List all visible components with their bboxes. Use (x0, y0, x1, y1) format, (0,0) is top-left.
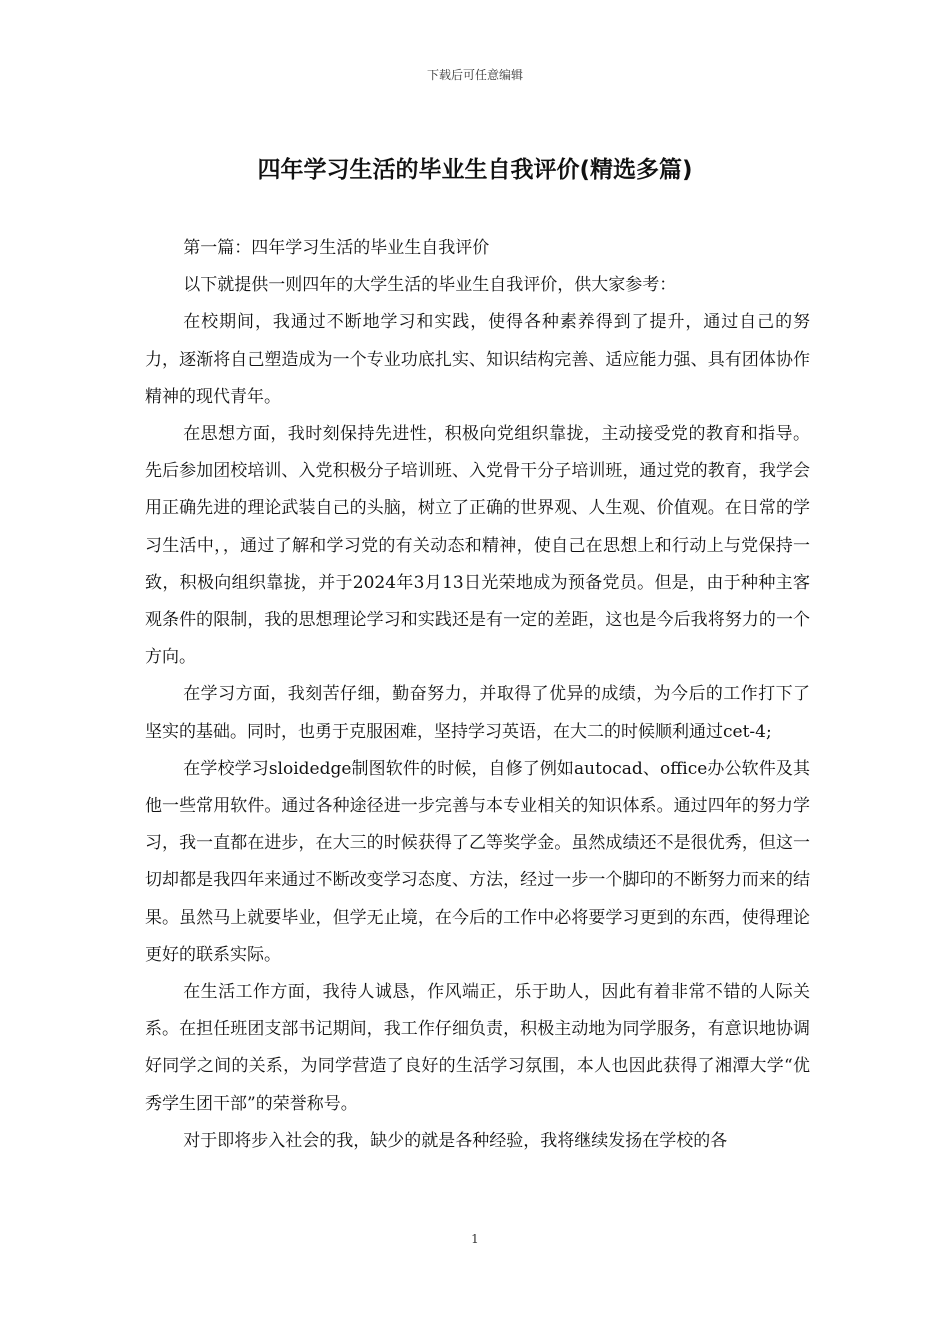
paragraph: 在思想方面，我时刻保持先进性，积极向党组织靠拢，主动接受党的教育和指导。先后参加团校培训、入党积极分子培训班、入党骨干分子培训班，通过党的教育，我学会用正确先进的理论武装自己的头脑，树立了正确的世界观、人生观、价值观。在日常的学习生活中，，通过了解和学习党的有关动态和精神，使自己在思想上和行动上与党保持一致，积极向组织靠拢，并于2024年3月13日光荣地成为预备党员。但是，由于种种主客观条件的限制，我的思想理论学习和实践还是有一定的差距，这也是今后我将努力的一个方向。 (145, 424, 810, 668)
paragraph: 在学校学习sloidedge制图软件的时候，自修了例如autocad、office办公软件及其他一些常用软件。通过各种途径进一步完善与本专业相关的知识体系。通过四年的努力学习，我一直都在进步，在大三的时候获得了乙等奖学金。虽然成绩还不是很优秀，但这一切却都是我四年来通过不断改变学习态度、方法，经过一步一个脚印的不断努力而来的结果。虽然马上就要毕业，但学无止境，在今后的工作中必将要学习更到的东西，使得理论更好的联系实际。 (145, 758, 810, 965)
document-body (145, 230, 810, 1160)
page-header-note: 下载后可任意编辑 (426, 68, 523, 82)
paragraph: 以下就提供一则四年的大学生活的毕业生自我评价，供大家参考： (183, 275, 677, 296)
page-number: 1 (471, 1232, 479, 1246)
paragraph: 在校期间，我通过不断地学习和实践，使得各种素养得到了提升，通过自己的努力，逐渐将自己塑造成为一个专业功底扎实、知识结构完善、适应能力强、具有团体协作精神的现代青年。 (145, 312, 810, 407)
paragraph: 在生活工作方面，我待人诚恳，作风端正，乐于助人，因此有着非常不错的人际关系。在担任班团支部书记期间，我工作仔细负责，积极主动地为同学服务，有意识地协调好同学之间的关系，为同学营造了良好的生活学习氛围，本人也因此获得了湘潭大学“优秀学生团干部”的荣誉称号。 (145, 982, 810, 1114)
paragraph: 对于即将步入社会的我，缺少的就是各种经验，我将继续发扬在学校的各 (183, 1130, 728, 1151)
document-title: 四年学习生活的毕业生自我评价(精选多篇) (257, 157, 693, 183)
paragraph-section-heading: 第一篇：四年学习生活的毕业生自我评价 (183, 238, 490, 258)
paragraph: 在学习方面，我刻苦仔细，勤奋努力，并取得了优异的成绩，为今后的工作打下了坚实的基础。同时，也勇于克服困难，坚持学习英语，在大二的时候顺利通过cet-4; (145, 684, 810, 742)
